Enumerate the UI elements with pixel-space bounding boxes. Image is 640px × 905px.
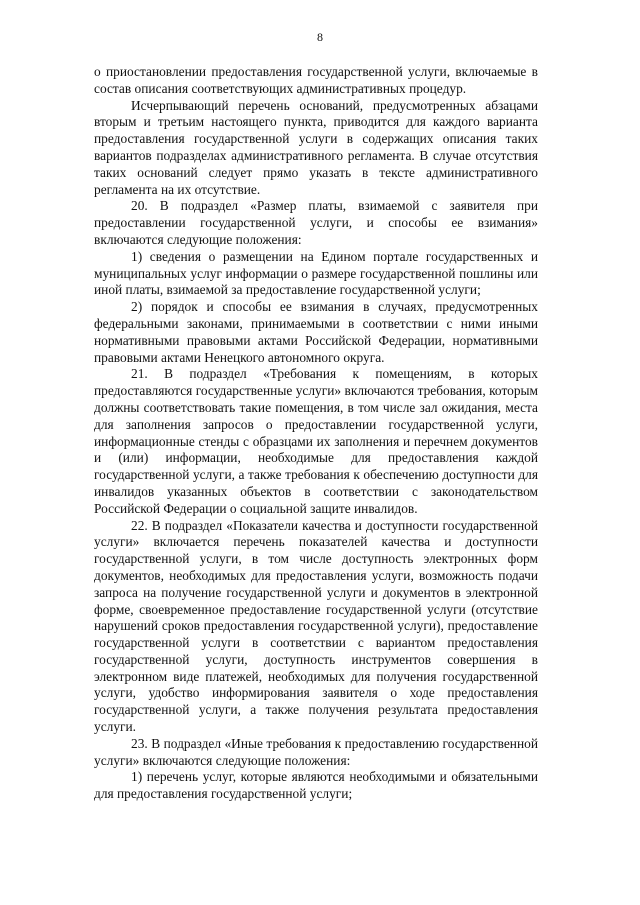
paragraph-item-23: 23. В подраздел «Иные требования к предоставлению государственной услуги» включаются следующие положения: xyxy=(94,735,538,768)
paragraph-item-20-1: 1) сведения о размещении на Едином портале государственных и муниципальных услуг информации о размере государственной пошлины или иной платы, взимаемой за предоставление государственной услуги; xyxy=(94,248,538,298)
paragraph-item-22: 22. В подраздел «Показатели качества и доступности государственной услуги» включается перечень показателей качества и доступности государственной услуги, в том числе доступность электронных форм документов, необходимых для предоставления услуги, возможность подачи запроса на получение государственной услуги и документов в электронной форме, своевременное предоставление государственной услуги (отсутствие нарушений сроков предоставления государственной услуги), предоставление государственной услуги в соответствии с вариантом предоставления государственной услуги, доступность инструментов совершения в электронном виде платежей, необходимых для получения государственной услуги, удобство информирования заявителя о ходе предоставления государственной услуги, а также получения результата предоставления услуги. xyxy=(94,517,538,735)
document-body xyxy=(94,64,538,803)
paragraph-item-20: 20. В подраздел «Размер платы, взимаемой с заявителя при предоставлении государственной услуги, и способы ее взимания» включаются следующие положения: xyxy=(94,198,538,247)
paragraph-item-20-2: 2) порядок и способы ее взимания в случаях, предусмотренных федеральными законами, принимаемыми в соответствии с ними иными нормативными правовыми актами Российской Федерации, нормативными правовыми актами Ненецкого автономного округа. xyxy=(94,299,538,365)
paragraph-continuation: о приостановлении предоставления государственной услуги, включаемые в состав описания соответствующих административных процедур. xyxy=(94,64,538,96)
paragraph-item-23-1: 1) перечень услуг, которые являются необходимыми и обязательными для предоставления государственной услуги; xyxy=(94,769,538,802)
paragraph-item-21: 21. В подраздел «Требования к помещениям, в которых предоставляются государственные услуги» включаются требования, которым должны соответствовать такие помещения, в том числе зал ожидания, места для заполнения запросов о предоставлении государственной услуги, информационные стенды с образцами их заполнения и перечнем документов и (или) информации, необходимые для предоставления каждой государственной услуги, а также требования к обеспечению доступности для инвалидов указанных объектов в соответствии с законодательством Российской Федерации о социальной защите инвалидов. xyxy=(94,366,538,516)
paragraph-grounds-list: Исчерпывающий перечень оснований, предусмотренных абзацами вторым и третьим настоящего пункта, приводится для каждого варианта предоставления государственной услуги в содержащих описания таких вариантов подразделах административного регламента. В случае отсутствия таких оснований следует прямо указать в тексте административного регламента на их отсутствие. xyxy=(94,97,538,197)
page-number: 8 xyxy=(317,30,323,44)
